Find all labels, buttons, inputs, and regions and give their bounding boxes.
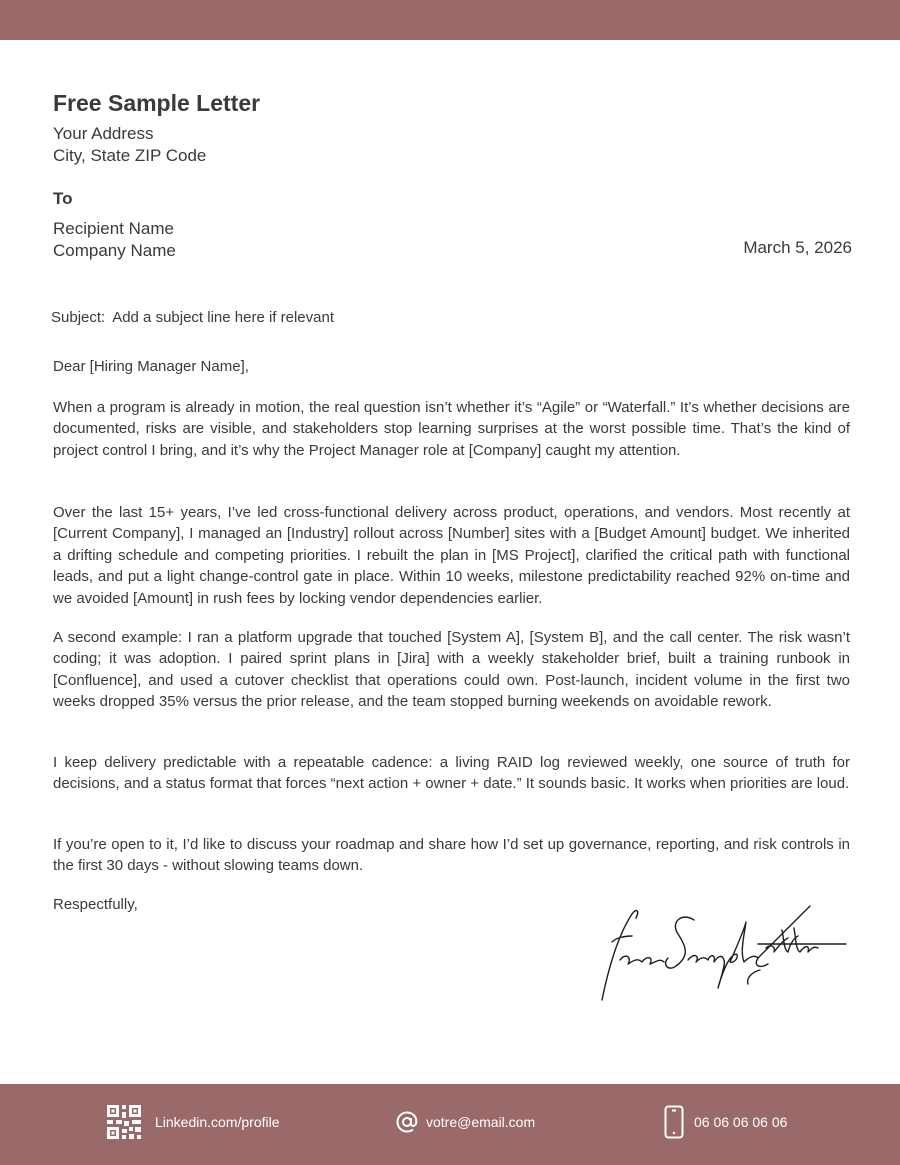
closing: Respectfully,: [53, 896, 138, 913]
body-paragraph-4: I keep delivery predictable with a repeatable cadence: a living RAID log reviewed weekly, one source of truth for decisions, and a status format that forces “next action + owner + date.” It sounds basic. It works when priorities are loud.: [53, 754, 850, 793]
letter-title: Free Sample Letter: [53, 90, 261, 116]
footer-phone[interactable]: [664, 1104, 787, 1140]
at-sign-icon: [395, 1110, 419, 1134]
phone-number[interactable]: 06 06 06 06 06: [694, 1114, 788, 1130]
subject-label: Subject:: [51, 309, 106, 326]
handwritten-signature: [598, 900, 850, 1005]
top-accent-bar: [0, 0, 900, 40]
letter-date: March 5, 2026: [743, 238, 852, 257]
subject-line: [51, 309, 334, 326]
footer-linkedin[interactable]: [107, 1104, 280, 1140]
salutation: Dear [Hiring Manager Name],: [53, 358, 249, 375]
body-paragraph-1: When a program is already in motion, the real question isn’t whether it’s “Agile” or “Waterfall.” It’s whether decisions are documented, risks are visible, and stakeholders stop learning surprises at the worst possible time. That’s the kind of project control I bring, and it’s why the Project Manager role at [Company] caught my attention.: [53, 399, 850, 459]
footer-email[interactable]: [395, 1104, 535, 1140]
linkedin-link[interactable]: Linkedin.com/profile: [155, 1114, 280, 1130]
body-paragraph-2: Over the last 15+ years, I’ve led cross-functional delivery across product, operations, and vendors. Most recently at [Current Company], I managed an [Industry] rollout across [Number] sites with a [Budget Amount] budget. We inherited a drifting schedule and competing priorities. I rebuilt the plan in [MS Project], clarified the critical path with functional leads, and put a light change-control gate in place. Within 10 weeks, milestone predictability reached 92% on-time and we avoided [Amount] in rush fees by locking vendor dependencies earlier.: [53, 504, 850, 607]
to-label: To: [53, 189, 73, 208]
body-paragraph-3: A second example: I ran a platform upgrade that touched [System A], [System B], and the call center. The risk wasn’t coding; it was adoption. I paired sprint plans in [Jira] with a weekly stakeholder brief, built a training runbook in [Confluence], and used a cutover checklist that operations could own. Post-launch, incident volume in the first two weeks dropped 35% versus the prior release, and the team stopped burning weekends on avoidable rework.: [53, 629, 850, 711]
sender-address-line1: Your Address: [53, 124, 154, 143]
recipient-company: Company Name: [53, 241, 176, 260]
qr-code-icon: [107, 1105, 141, 1139]
email-link[interactable]: votre@email.com: [426, 1114, 536, 1130]
subject-text: Add a subject line here if relevant: [112, 309, 335, 326]
mobile-phone-icon: [664, 1105, 684, 1139]
body-paragraph-5: If you’re open to it, I’d like to discuss your roadmap and share how I’d set up governance, reporting, and risk controls in the first 30 days - without slowing teams down.: [53, 836, 850, 875]
sender-address-line2: City, State ZIP Code: [53, 146, 207, 165]
recipient-name: Recipient Name: [53, 219, 174, 238]
